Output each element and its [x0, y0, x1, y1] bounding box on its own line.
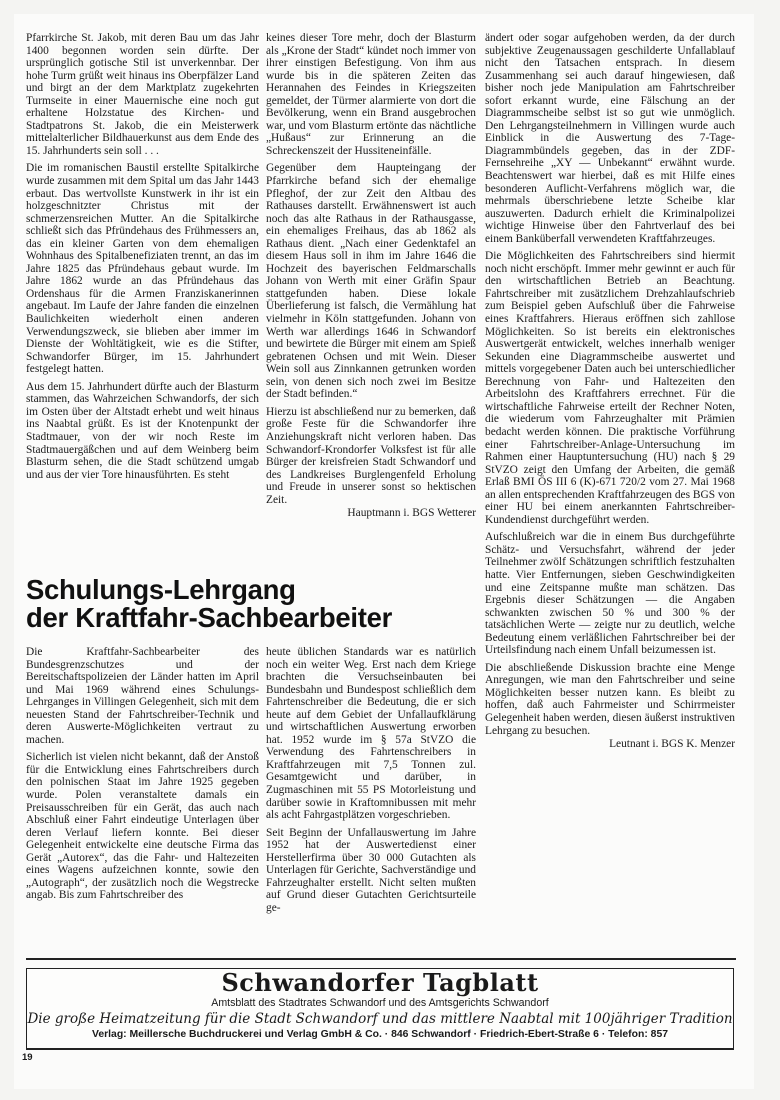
author-signature: Hauptmann i. BGS Wetterer [347, 507, 476, 520]
paragraph: Sicherlich ist vielen nicht bekannt, daß der Anstoß für die Entwicklung eines Fahrtschreibers durch den polnischen Staat im Jahre 1925 gegeben wurde. Polen veranstaltete damals ein Preisausschreiben für ein Gerät, das auch nach Abschluß einer Fahrt eindeutige Unterlagen über deren Verlauf liefern konnte. Bei dieser Gelegenheit entwickelte eine deutsche Firma das Gerät „Autorex“, das die Fahr- und Haltezeiten eines Wagens aufzeichnen konnte, sowie den „Autograph“, der zusätzlich noch die Wegstrecke angab. Bis zum Fahrtschreiber des [26, 751, 259, 902]
page-number: 19 [22, 1052, 33, 1063]
article1-column2 [266, 32, 476, 525]
ad-publisher: Verlag: Meillersche Buchdruckerei und Verlag GmbH & Co. · 846 Schwandorf · Friedrich-Ebert-Straße 6 · Telefon: 857 [91, 1029, 669, 1040]
divider-rule [26, 958, 736, 960]
paragraph: keines dieser Tore mehr, doch der Blasturm als „Krone der Stadt“ kündet noch immer von ihrer einstigen Befestigung. Von ihm aus wurde bis in die späteren Zeiten das Herannahen des Feindes in Kriegszeiten gemeldet, der Türmer alarmierte von dort die Bevölkerung, wenn ein Brand ausgebrochen war, und vom Blasturm ertönte das nächtliche „Hußaus“ zur Erinnerung an die Schreckenszeit der Hussiteneinfälle. [266, 32, 476, 157]
paragraph: Die abschließende Diskussion brachte eine Menge Anregungen, wie man den Fahrtschreiber und seine Möglichkeiten besser nutzen kann. Es bleibt zu hoffen, daß auch Fahrmeister und Schirrmeister Gelegenheit haben werden, diesen äußerst instruktiven Lehrgang zu besuchen. [485, 661, 735, 737]
article2-column2 [266, 646, 476, 919]
newspaper-advertisement [26, 968, 734, 1050]
paragraph: Gegenüber dem Haupteingang der Pfarrkirche befand sich der ehemalige Pfleghof, der zur Zeit den Altbau des Rathauses darstellt. Erwähnenswert ist auch noch das alte Rathaus in der Rathausgasse, ein ehemaliges Freihaus, das ab 1862 als Rathaus dient. „Nach einer Gedenktafel an diesem Haus soll in ihm im Jahre 1646 die Hochzeit des bayerischen Feldmarschalls Johann von Werth mit einer Gräfin Spaur stattgefunden haben. Diese lokale Überlieferung ist falsch, die Vermählung hat vielmehr in Köln stattgefunden. Johann von Werth war allerdings 1646 in Schwandorf und bewirtete die Bürger mit einem am Spieß gebratenen Ochsen und mit Wein. Dieser Wein soll aus Zinnkannen getrunken worden sein, von denen sich noch zwei im Besitze der Stadt befinden.“ [266, 162, 476, 401]
article1-column1 [26, 32, 259, 486]
paragraph: Die Möglichkeiten des Fahrtschreibers sind hiermit noch nicht erschöpft. Immer mehr gewinnt er auch für den wirtschaftlichen Betrieb an Beachtung. Fahrtschreiber mit zusätzlichem Drehzahlaufschrieb zum Beispiel geben Aufschluß über die Fahrweise eines Kraftfahrers. Hieraus eröffnen sich zahllose Möglichkeiten. So ist bereits ein elektronisches Auswertgerät entwickelt, welches innerhalb weniger Sekunden eine Diagrammscheibe auswertet und mittels vorgegebener Daten auch bei unterschiedlicher Berechnung von Fahr- und Haltezeiten den Arbeitslohn des Kraftfahrers errechnet. Für die wirtschaftliche Fahrweise erteilt der Rechner Noten, die wiederum vom Fahrzeughalter mit Prämien bedacht werden können. Die praktische Vorführung einer Fahrtschreiber-Anlage-Untersuchung im Rahmen einer Hauptuntersuchung (HU) nach § 29 StVZO zeigt den Umfang der Arbeiten, die gemäß Erlaß BMI ÖS III 6 (K)-671 720/2 vom 27. Mai 1968 an allen entsprechenden Kraftfahrzeugen des BGS von einer HU bei einem anerkannten Fahrtschreiber-Kundendienst durchgeführt werden. [485, 250, 735, 526]
paragraph: heute üblichen Standards war es natürlich noch ein weiter Weg. Erst nach dem Kriege brachten die Versuchseinbauten bei Bundesbahn und Bundespost schließlich dem Fahrtenschreiber die Bedeutung, die er sich heute auf dem Gebiet der Unfallaufklärung und wirtschaftlichen Auswertung erworben hat. 1952 wurde im § 57a StVZO die Verwendung des Fahrtenschreibers in Kraftfahrzeugen mit 7,5 Tonnen zul. Gesamtgewicht und darüber, in Zugmaschinen mit 55 PS Motorleistung und darüber sowie in Kraftomnibussen mit mehr als acht Fahrgastplätzen vorgeschrieben. [266, 646, 476, 822]
ad-subtitle: Amtsblatt des Stadtrates Schwandorf und des Amtsgerichts Schwandorf [211, 997, 549, 1009]
paragraph: Pfarrkirche St. Jakob, mit deren Bau um das Jahr 1400 begonnen worden sein dürfte. Der ursprünglich gotische Stil ist unverkennbar. Der hohe Turm grüßt weit hinaus ins Oberpfälzer Land und birgt an der dem Marktplatz zugekehrten Turmseite in einer Mauernische eine noch gut erhaltene Holzstatue des Kirchen- und Stadtpatrons St. Jakob, die ein Meisterwerk mittelalterlicher Bildhauerkunst aus dem Ende des 15. Jahrhunderts sein soll . . . [26, 32, 259, 157]
paragraph: Aus dem 15. Jahrhundert dürfte auch der Blasturm stammen, das Wahrzeichen Schwandorfs, der sich im Osten über der Altstadt erhebt und weit hinaus ins Naabtal grüßt. Es ist der Knotenpunkt der Stadtmauer, von der wir noch Reste im Stadtmauergäßchen und auf dem Weinberg beim Blasturm sehen, die die Stadt schützend umgab und aus der vier Tore hinausführten. Es steht [26, 380, 259, 481]
paragraph: Aufschlußreich war die in einem Bus durchgeführte Schätz- und Versuchsfahrt, während der jeder Teilnehmer zwölf Schätzungen schriftlich festzuhalten hatte. Vier Entfernungen, sieben Geschwindigkeiten und eine Zeitspanne mußte man schätzen. Das Ergebnis dieser Schätzungen — die Angaben schwankten zwischen 50 % und 300 % der tatsächlichen Werte — zeigte nur zu deutlich, welche Bedeutung einem verläßlichen Fahrtschreiber bei der Urteilsfindung nach einem Unfall beizumessen ist. [485, 531, 735, 657]
article2-headline [26, 576, 392, 632]
article2-column3 [485, 32, 735, 756]
paragraph: Die Kraftfahr-Sachbearbeiter des Bundesgrenzschutzes und der Bereitschaftspolizeien der Länder hatten im April und Mai 1969 während eines Schulungs-Lehrganges in Villingen Gelegenheit, sich mit dem neuesten Stand der Fahrtschreiber-Technik und deren Auswerte-Möglichkeiten vertraut zu machen. [26, 646, 259, 746]
author-signature: Leutnant i. BGS K. Menzer [609, 738, 735, 751]
paragraph: Die im romanischen Baustil erstellte Spitalkirche wurde zusammen mit dem Spital um das Jahr 1443 erbaut. Das wertvollste Kunstwerk in ihr ist ein holzgeschnitzter Christus mit der schmerzensreichen Mutter. An die Spitalkirche schließt sich das Pfründehaus des Frühmessers an, das ein kleiner Garten von dem ehemaligen Wohnhaus des Spitalbenefiziaten trennt, an das im Jahre 1825 das Pfründehaus gebaut wurde. Im Jahre 1862 wurde an das Pfründehaus das Ordenshaus für die Armen Franziskanerinnen angebaut. Im Laufe der Jahre fanden die einzelnen Baulichkeiten wiederholt einen anderen Verwendungszweck, sie blieben aber immer im Dienste der Wohltätigkeit, wie es die Stifter, Schwandorfer Bürger, im 15. Jahrhundert festgelegt hatten. [26, 162, 259, 376]
paragraph: ändert oder sogar aufgehoben werden, da der durch subjektive Zeugenaussagen geschilderte Unfallablauf nicht den Tatsachen entsprach. In diesem Zusammenhang sei auch darauf hingewiesen, daß bisher noch jede Manipulation am Fahrtschreiber sofort erkannt wurde, eine Fälschung an der Diagrammscheibe selbst ist so gut wie unmöglich. Den Lehrgangsteilnehmern in Villingen wurde auch Einblick in die Auswertung des 7-Tage-Diagrammbündels gegeben, das in der ZDF-Fernsehreihe „XY — Unbekannt“ erwähnt wurde. Beachtenswert war hierbei, daß es mit Hilfe eines besonderen Auflicht-Verfahrens möglich war, die mehrmals überschriebene letzte Scheibe klar auszuwerten. Dadurch erhielt die Kriminalpolizei wichtige Hinweise über den Fahrtverlauf des bei einem Banküberfall verwendeten Kraftfahrzeuges. [485, 32, 735, 245]
headline-line: der Kraftfahr-Sachbearbeiter [26, 602, 393, 633]
paragraph: Hierzu ist abschließend nur zu bemerken, daß große Feste für die Schwandorfer ihre Anziehungskraft nicht verloren haben. Das Schwandorf-Krondorfer Volksfest ist für alle Bürger der kreisfreien Stadt Schwandorf und des Landkreises Burglengenfeld Erholung und Freude in unserer sonst so hektischen Zeit. [266, 405, 476, 506]
ad-slogan: Die große Heimatzeitung für die Stadt Schwandorf und das mittlere Naabtal mit 100jähriger Tradition [27, 1011, 733, 1027]
article2-column1 [26, 646, 259, 907]
ad-masthead: Schwandorfer Tagblatt [221, 968, 539, 997]
headline-line: Schulungs-Lehrgang [26, 574, 296, 605]
paragraph: Seit Beginn der Unfallauswertung im Jahre 1952 hat der Auswertedienst einer Herstellerfirma über 30 000 Gutachten als Unterlagen für Gerichte, Sachverständige und Fahrzeughalter erstellt. Nicht selten mußten auf Grund dieser Gutachten Gerichtsurteile ge- [266, 826, 476, 914]
